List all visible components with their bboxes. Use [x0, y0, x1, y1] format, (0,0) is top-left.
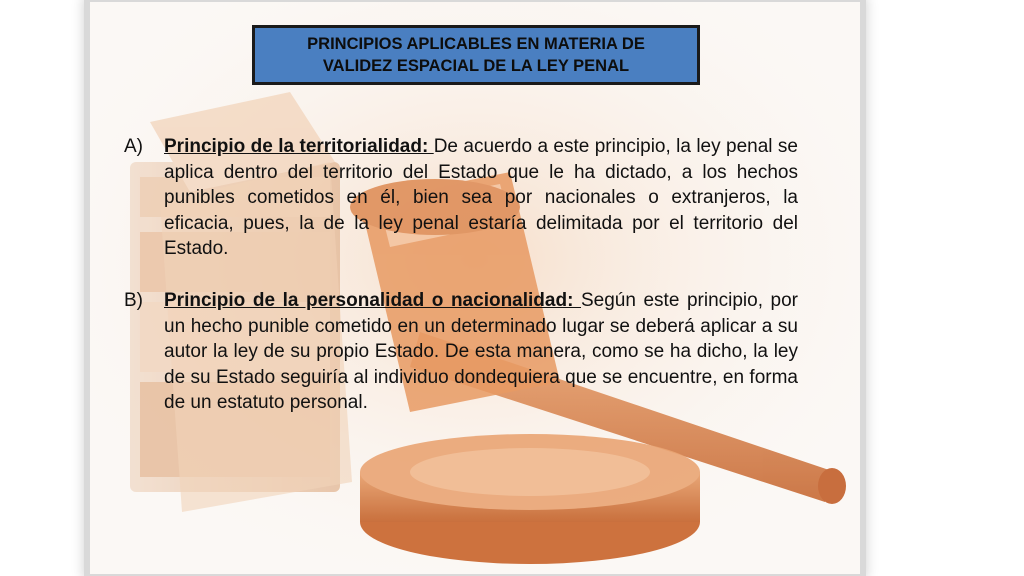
- principle-item-a: [124, 134, 798, 262]
- slide-title-line-1: PRINCIPIOS APLICABLES EN MATERIA DE: [307, 35, 645, 53]
- title-box: [252, 25, 700, 85]
- list-marker: A): [124, 136, 143, 157]
- principle-term: Principio de la territorialidad:: [164, 136, 434, 157]
- list-marker: B): [124, 290, 143, 311]
- slide-title-line-2: VALIDEZ ESPACIAL DE LA LEY PENAL: [322, 57, 630, 75]
- principle-term: Principio de la personalidad o nacionalidad:: [164, 290, 581, 311]
- principle-description: De acuerdo a este principio, la ley penal se aplica dentro del territorio del Estado que le ha dictado, a los hechos punibles cometidos en él, bien sea por nacionales o extranjeros, la eficacia, pues, la de la ley penal estaría delimitada por el territorio del Estado.: [164, 136, 798, 260]
- principle-text: [164, 134, 798, 262]
- principle-text: [164, 288, 798, 416]
- principle-item-b: [124, 288, 798, 416]
- principle-description: Según este principio, por un hecho punible cometido en un determinado lugar se deberá aplicar a su autor la ley de su propio Estado. De esta manera, como se ha dicho, la ley de su Estado seguiría al individuo dondequiera que se encuentre, en forma de un estatuto personal.: [164, 290, 799, 414]
